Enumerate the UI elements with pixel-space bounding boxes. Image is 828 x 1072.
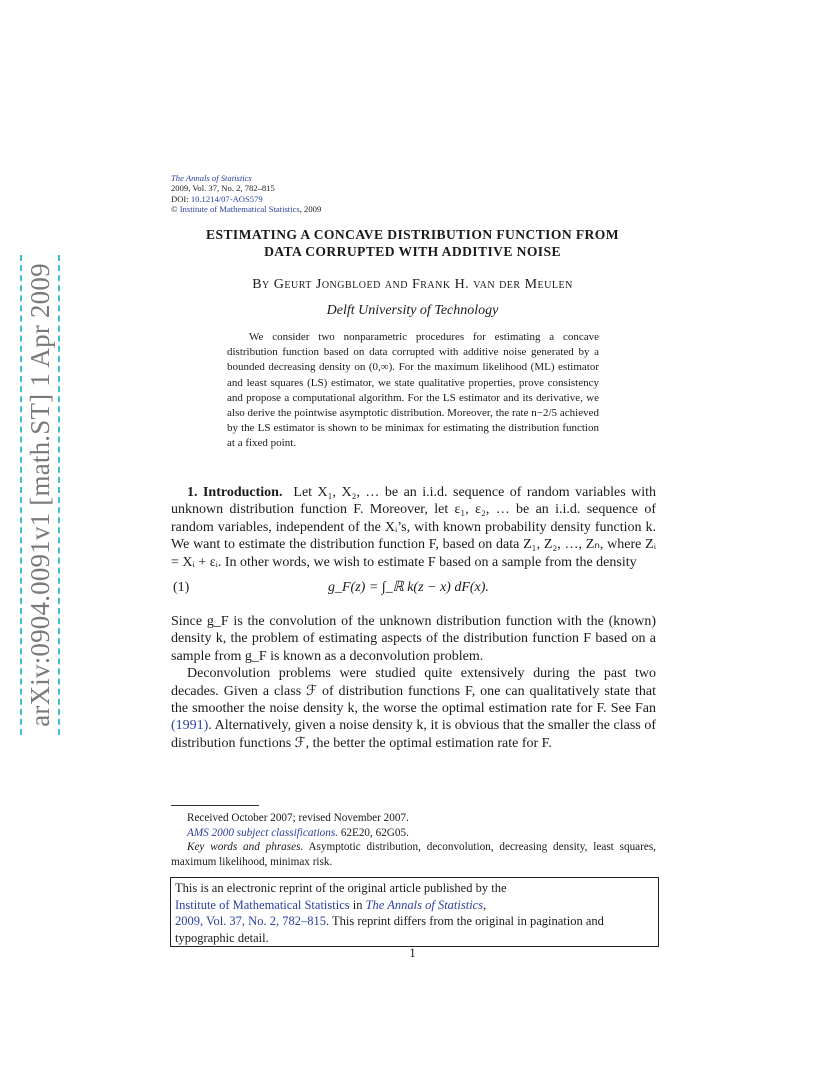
ams-classification-link[interactable]: AMS 2000 subject classifications. [187,826,339,839]
reprint-line-1: This is an electronic reprint of the original article published by the [175,881,507,895]
introduction-section [171,484,656,752]
affiliation: Delft University of Technology [326,303,499,318]
citation-link[interactable]: 2009, Vol. 37, No. 2, 782–815 [175,914,326,928]
title-line-1: ESTIMATING A CONCAVE DISTRIBUTION FUNCTION FROM [206,227,619,242]
ams-codes: 62E20, 62G05. [338,826,409,839]
equation-1 [171,573,656,609]
keywords: Asymptotic distribution, deconvolution, decreasing density, least squares, maximum likelihood, minimax risk. [171,841,656,868]
intro-paragraph-1: Let X₁, X₂, … be an i.i.d. sequence of random variables with unknown distribution function F. Moreover, let ε₁, ε₂, … be an i.i.d. sequence of random variables, independent of the Xᵢ’s, with known probability density function k. We want to estimate the distribution function F, based on data Z₁, Z₂, …, Zₙ, where Zᵢ = Xᵢ + εᵢ. In other words, we wish to estimate F based on a sample from the density [171,485,657,570]
equation-number: (1) [173,580,190,596]
reprint-notice [170,877,659,947]
journal-header [171,173,321,214]
reprint-comma: , [483,897,487,912]
arxiv-side-stamp[interactable] [20,255,60,735]
footnote-divider [171,805,259,806]
intro-paragraph-3 [171,665,656,752]
intro-paragraph-2: Since g_F is the convolution of the unknown distribution function with the (known) density k, the problem of estimating aspects of the distribution function F based on a sample from g_F is known as a deconvolution problem. [171,614,656,664]
doi-link[interactable]: 10.1214/07-AOS579 [190,193,263,204]
footnotes [171,811,656,869]
doi-label: DOI: [171,193,191,204]
copyright-year: , 2009 [299,203,322,214]
arxiv-identifier: arXiv:0904.0091v1 [math.ST] 1 Apr 2009 [25,263,55,727]
abstract-text: We consider two nonparametric procedures for estimating a concave distribution function based on data corrupted with additive noise generated by a bounded decreasing density on (0,∞). For the maximum likelihood (ML) estimator and least squares (LS) estimator, we state qualitative properties, prove consistency and propose a computational algorithm. For the LS estimator and its derivative, we also derive the pointwise asymptotic distribution. Moreover, the rate n−2/5 achieved by the LS estimator is shown to be minimax for estimating the distribution function at a fixed point. [227,331,599,450]
equation-body: g_F(z) = ∫_ℝ k(z − x) dF(x). [328,580,489,596]
volume-line: 2009, Vol. 37, No. 2, 782–815 [171,183,275,194]
authors: By Geurt Jongbloed and Frank H. van der Meulen [252,277,573,292]
section-heading: 1. Introduction. [187,485,283,500]
abstract [227,330,599,452]
paper-title [150,226,675,260]
para3-text-a: Deconvolution problems were studied quite extensively during the past two decades. Given a class ℱ of distribution functions F, one can qualitatively state that the smoother the noise density k, the worse the optimal estimation rate for F. See Fan [171,666,656,717]
ims-link[interactable]: Institute of Mathematical Statistics [175,897,350,912]
copyright-symbol: © [171,203,178,214]
para3-text-b: . Alternatively, given a noise density k, it is obvious that the smaller the class of distribution functions ℱ, the better the optimal estimation rate for F. [171,718,656,751]
keywords-label: Key words and phrases. [187,841,304,853]
title-line-2: DATA CORRUPTED WITH ADDITIVE NOISE [264,244,561,259]
received-dates: Received October 2007; revised November 2007. [187,812,409,824]
citation-fan-1991[interactable]: (1991) [171,718,209,734]
reprint-rest: . This reprint differs from the original in pagination and typographic detail. [175,914,604,945]
annals-link[interactable]: The Annals of Statistics [365,897,484,912]
publisher-link[interactable]: Institute of Mathematical Statistics [179,203,300,214]
reprint-in: in [349,897,366,912]
page-number: 1 [409,946,416,960]
journal-link[interactable]: The Annals of Statistics [171,173,252,183]
